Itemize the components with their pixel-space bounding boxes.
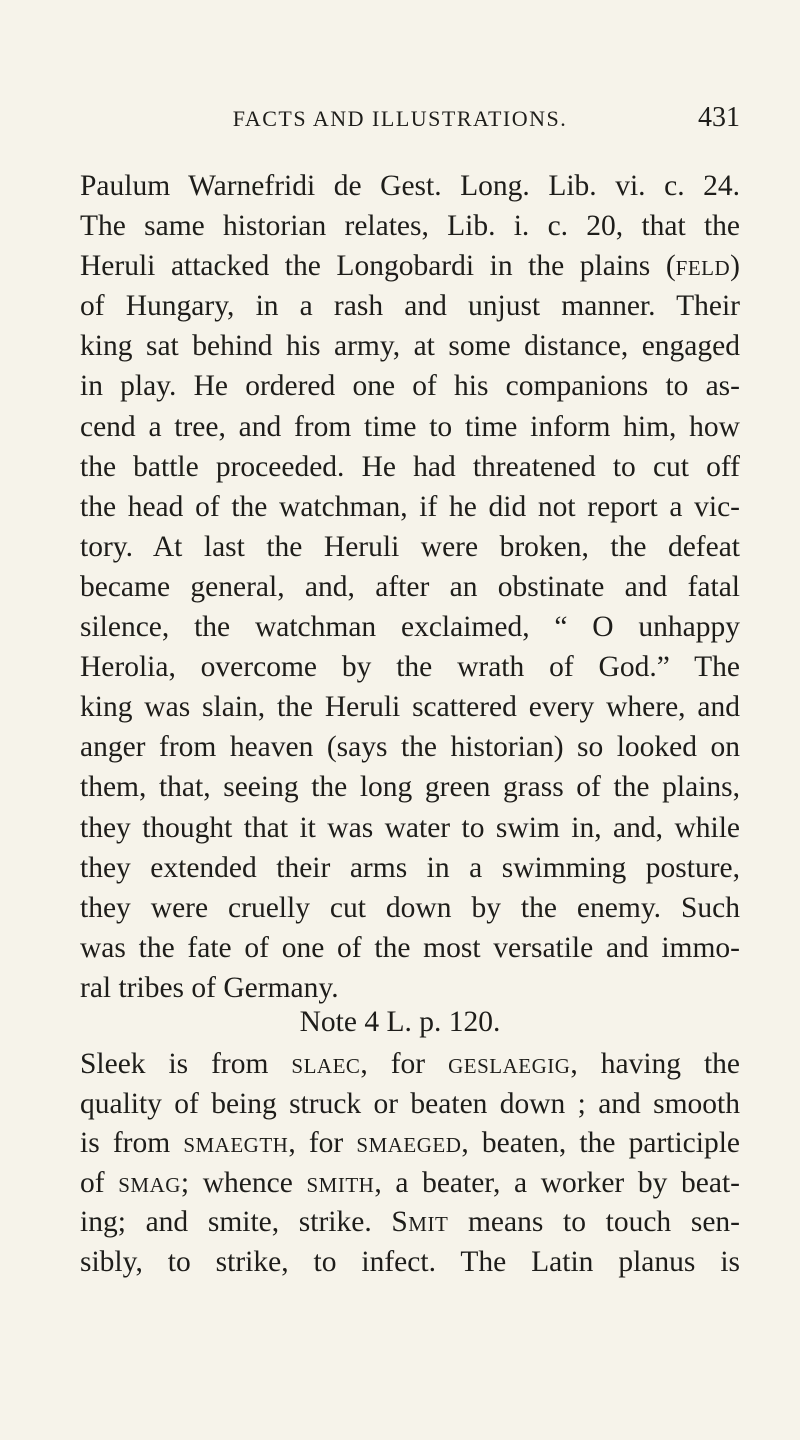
text-line: became general, and, after an obstinate and fatal: [80, 570, 740, 603]
note-heading: Note 4 L. p. 120.: [299, 1006, 501, 1038]
text-line: was the fate of one of the most versatile and immo-: [80, 931, 740, 964]
text-line: silence, the watchman exclaimed, “ O unhappy: [80, 611, 740, 644]
note-paragraph: [80, 1045, 740, 1282]
text-line: the battle proceeded. He had threatened to cut off: [80, 450, 740, 483]
note-line: ing; and smite, strike. Smit means to touch sen-: [80, 1206, 740, 1238]
note-line: is from smaegth, for smaeged, beaten, the participle: [80, 1127, 740, 1159]
text-line: ral tribes of Germany.: [80, 971, 339, 1004]
running-head: [60, 100, 740, 140]
running-title: FACTS AND ILLUSTRATIONS.: [232, 106, 568, 131]
text-line: anger from heaven (says the historian) so looked on: [80, 731, 740, 764]
text-line: cend a tree, and from time to time inform him, how: [80, 410, 740, 443]
page-number: 431: [698, 102, 740, 133]
text-line: they were cruelly cut down by the enemy. Such: [80, 891, 740, 924]
text-line: they thought that it was water to swim in, and, while: [80, 811, 740, 844]
note-line: of smag; whence smith, a beater, a worker by beat-: [80, 1166, 741, 1199]
text-line: Herolia, overcome by the wrath of God.” The: [80, 651, 740, 684]
note-line: Sleek is from slaec, for geslaegig, having the: [80, 1048, 740, 1080]
text-line: tory. At last the Heruli were broken, the defeat: [80, 530, 740, 563]
text-line: king sat behind his army, at some distance, engaged: [80, 330, 740, 363]
text-line: of Hungary, in a rash and unjust manner. Their: [80, 290, 740, 323]
note-line: sibly, to strike, to infect. The Latin planus is: [80, 1245, 740, 1278]
text-line: the head of the watchman, if he did not report a vic-: [80, 490, 740, 523]
text-line: they extended their arms in a swimming posture,: [80, 851, 740, 884]
text-line: in play. He ordered one of his companions to as-: [80, 370, 740, 403]
text-line: The same historian relates, Lib. i. c. 20, that the: [80, 210, 740, 243]
text-line: king was slain, the Heruli scattered every where, and: [80, 691, 740, 724]
main-paragraph: [80, 166, 740, 1008]
text-line: Paulum Warnefridi de Gest. Long. Lib. vi. c. 24.: [80, 170, 740, 202]
text-line: Heruli attacked the Longobardi in the plains (feld): [80, 250, 740, 283]
text-line: them, that, seeing the long green grass of the plains,: [80, 771, 740, 804]
note-line: quality of being struck or beaten down ; and smooth: [80, 1087, 740, 1120]
